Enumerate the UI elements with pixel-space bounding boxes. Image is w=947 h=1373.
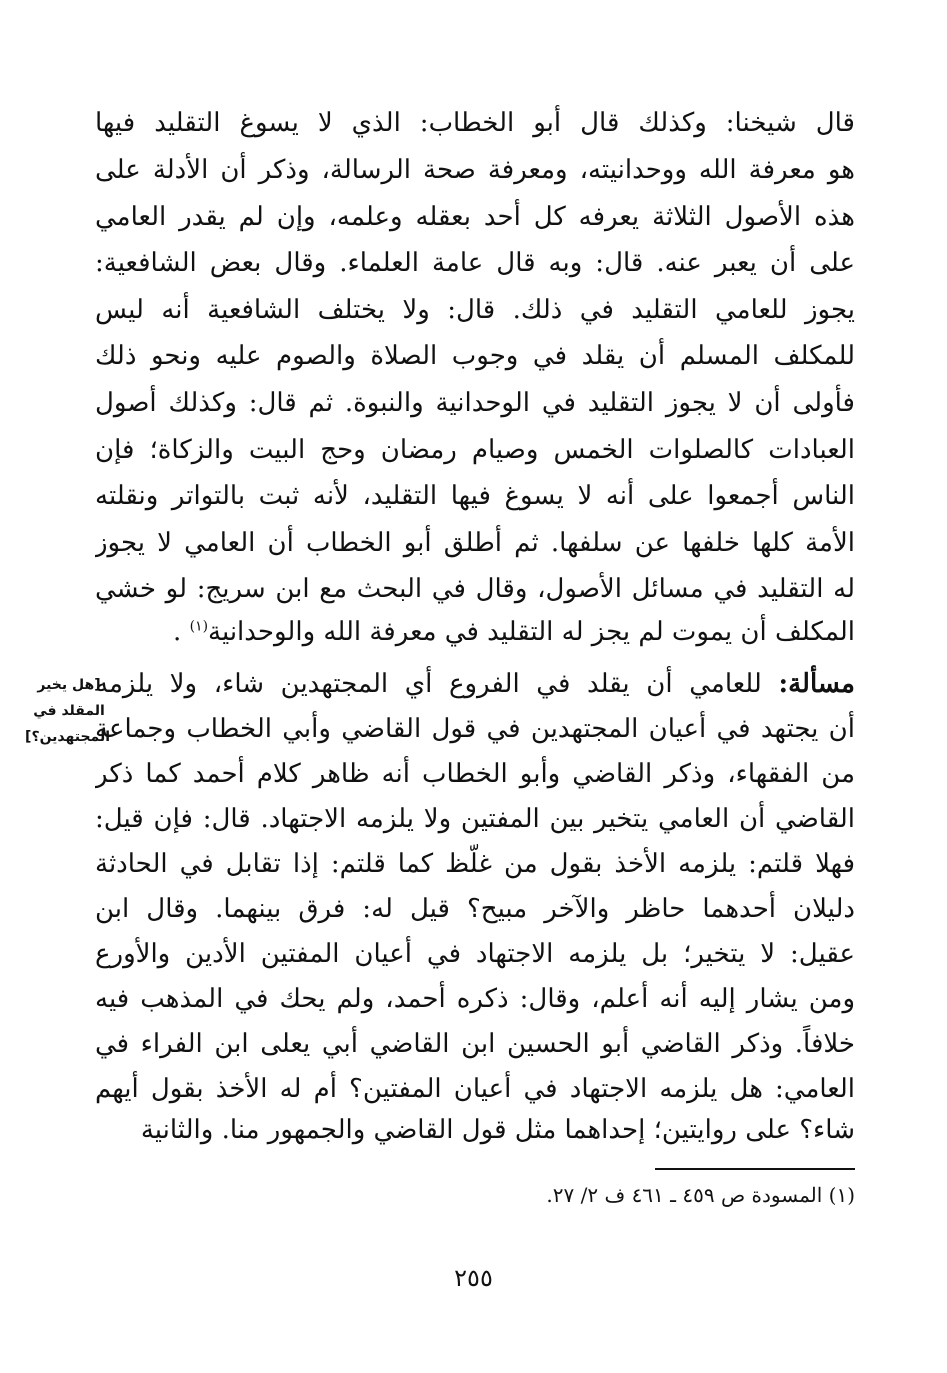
text-line-first [95, 664, 855, 704]
text-line: له التقليد في مسائل الأصول، وقال في البحث مع ابن سريج: لو خشي [95, 574, 855, 604]
text-line: خلافاً. وذكر القاضي أبو الحسين ابن القاضي أبي يعلى ابن الفراء في [95, 1029, 855, 1059]
text-line: فهلا قلتم: يلزمه الأخذ بقول من غلّظ كما قلتم: إذا تقابل في الحادثة [95, 849, 855, 879]
masala-label: مسألة: [778, 669, 855, 699]
page-number: ٢٥٥ [454, 1264, 493, 1292]
text-line: عقيل: لا يتخير؛ بل يلزمه الاجتهاد في أعيان المفتين الأدين والأورع [95, 939, 855, 969]
text-line: دليلان أحدهما حاظر والآخر مبيح؟ قيل له: فرق بينهما. وقال ابن [95, 894, 855, 924]
text-line: فأولى أن لا يجوز التقليد في الوحدانية والنبوة. ثم قال: وكذلك أصول [95, 388, 855, 418]
text-line: ومن يشار إليه أنه أعلم، وقال: ذكره أحمد، ولم يحك في المذهب فيه [95, 984, 855, 1014]
footnote: (١) المسودة ص ٤٥٩ ـ ٤٦١ ف ٢/ ٢٧. [546, 1183, 855, 1207]
last-line-text: المكلف أن يموت لم يجز له التقليد في معرفة الله والوحدانية [208, 617, 855, 647]
text-line: للمكلف المسلم أن يقلد في وجوب الصلاة والصوم عليه ونحو ذلك [95, 341, 855, 371]
margin-note [25, 672, 110, 750]
text-line: الناس أجمعوا على أنه لا يسوغ فيها التقليد، لأنه ثبت بالتواتر ونقلته [95, 481, 855, 511]
text-line-last [95, 612, 855, 652]
margin-note-line: [هل يخير [37, 677, 101, 693]
text-line: العامي: هل يلزمه الاجتهاد في أعيان المفتين؟ أم له الأخذ بقول أيهم [95, 1074, 855, 1104]
text-line: هذه الأصول الثلاثة يعرفه كل أحد بعقله وعلمه، وإن لم يقدر العامي [95, 202, 855, 232]
text-line: هو معرفة الله ووحدانيته، ومعرفة صحة الرسالة، وذكر أن الأدلة على [95, 155, 855, 185]
text-line: القاضي أن العامي يتخير بين المفتين ولا يلزمه الاجتهاد. قال: فإن قيل: [95, 804, 855, 834]
text-line: يجوز للعامي التقليد في ذلك. قال: ولا يختلف الشافعية أنه ليس [95, 295, 855, 325]
margin-note-line: المقلد في [33, 703, 105, 719]
first-line-text: للعامي أن يقلد في الفروع أي المجتهدين شاء، ولا يلزمه [95, 669, 762, 699]
footnote-reference[interactable]: (١) [189, 618, 209, 635]
margin-note-line: المجتهدين؟] [25, 729, 110, 745]
sentence-end-mark: . [173, 617, 182, 647]
footnote-divider [655, 1168, 855, 1170]
text-line: الأمة كلها خلفها عن سلفها. ثم أطلق أبو الخطاب أن العامي لا يجوز [95, 528, 855, 558]
text-line: قال شيخنا: وكذلك قال أبو الخطاب: الذي لا يسوغ التقليد فيها [95, 108, 855, 138]
text-line: أن يجتهد في أعيان المجتهدين في قول القاضي وأبي الخطاب وجماعة [95, 714, 855, 744]
text-line: من الفقهاء، وذكر القاضي وأبو الخطاب أنه ظاهر كلام أحمد كما ذكر [95, 759, 855, 789]
text-line: شاء؟ على روايتين؛ إحداهما مثل قول القاضي والجمهور منا. والثانية [140, 1115, 855, 1145]
text-line: على أن يعبر عنه. قال: وبه قال عامة العلماء. وقال بعض الشافعية: [95, 248, 855, 278]
text-line: العبادات كالصلوات الخمس وصيام رمضان وحج البيت والزكاة؛ فإن [95, 435, 855, 465]
